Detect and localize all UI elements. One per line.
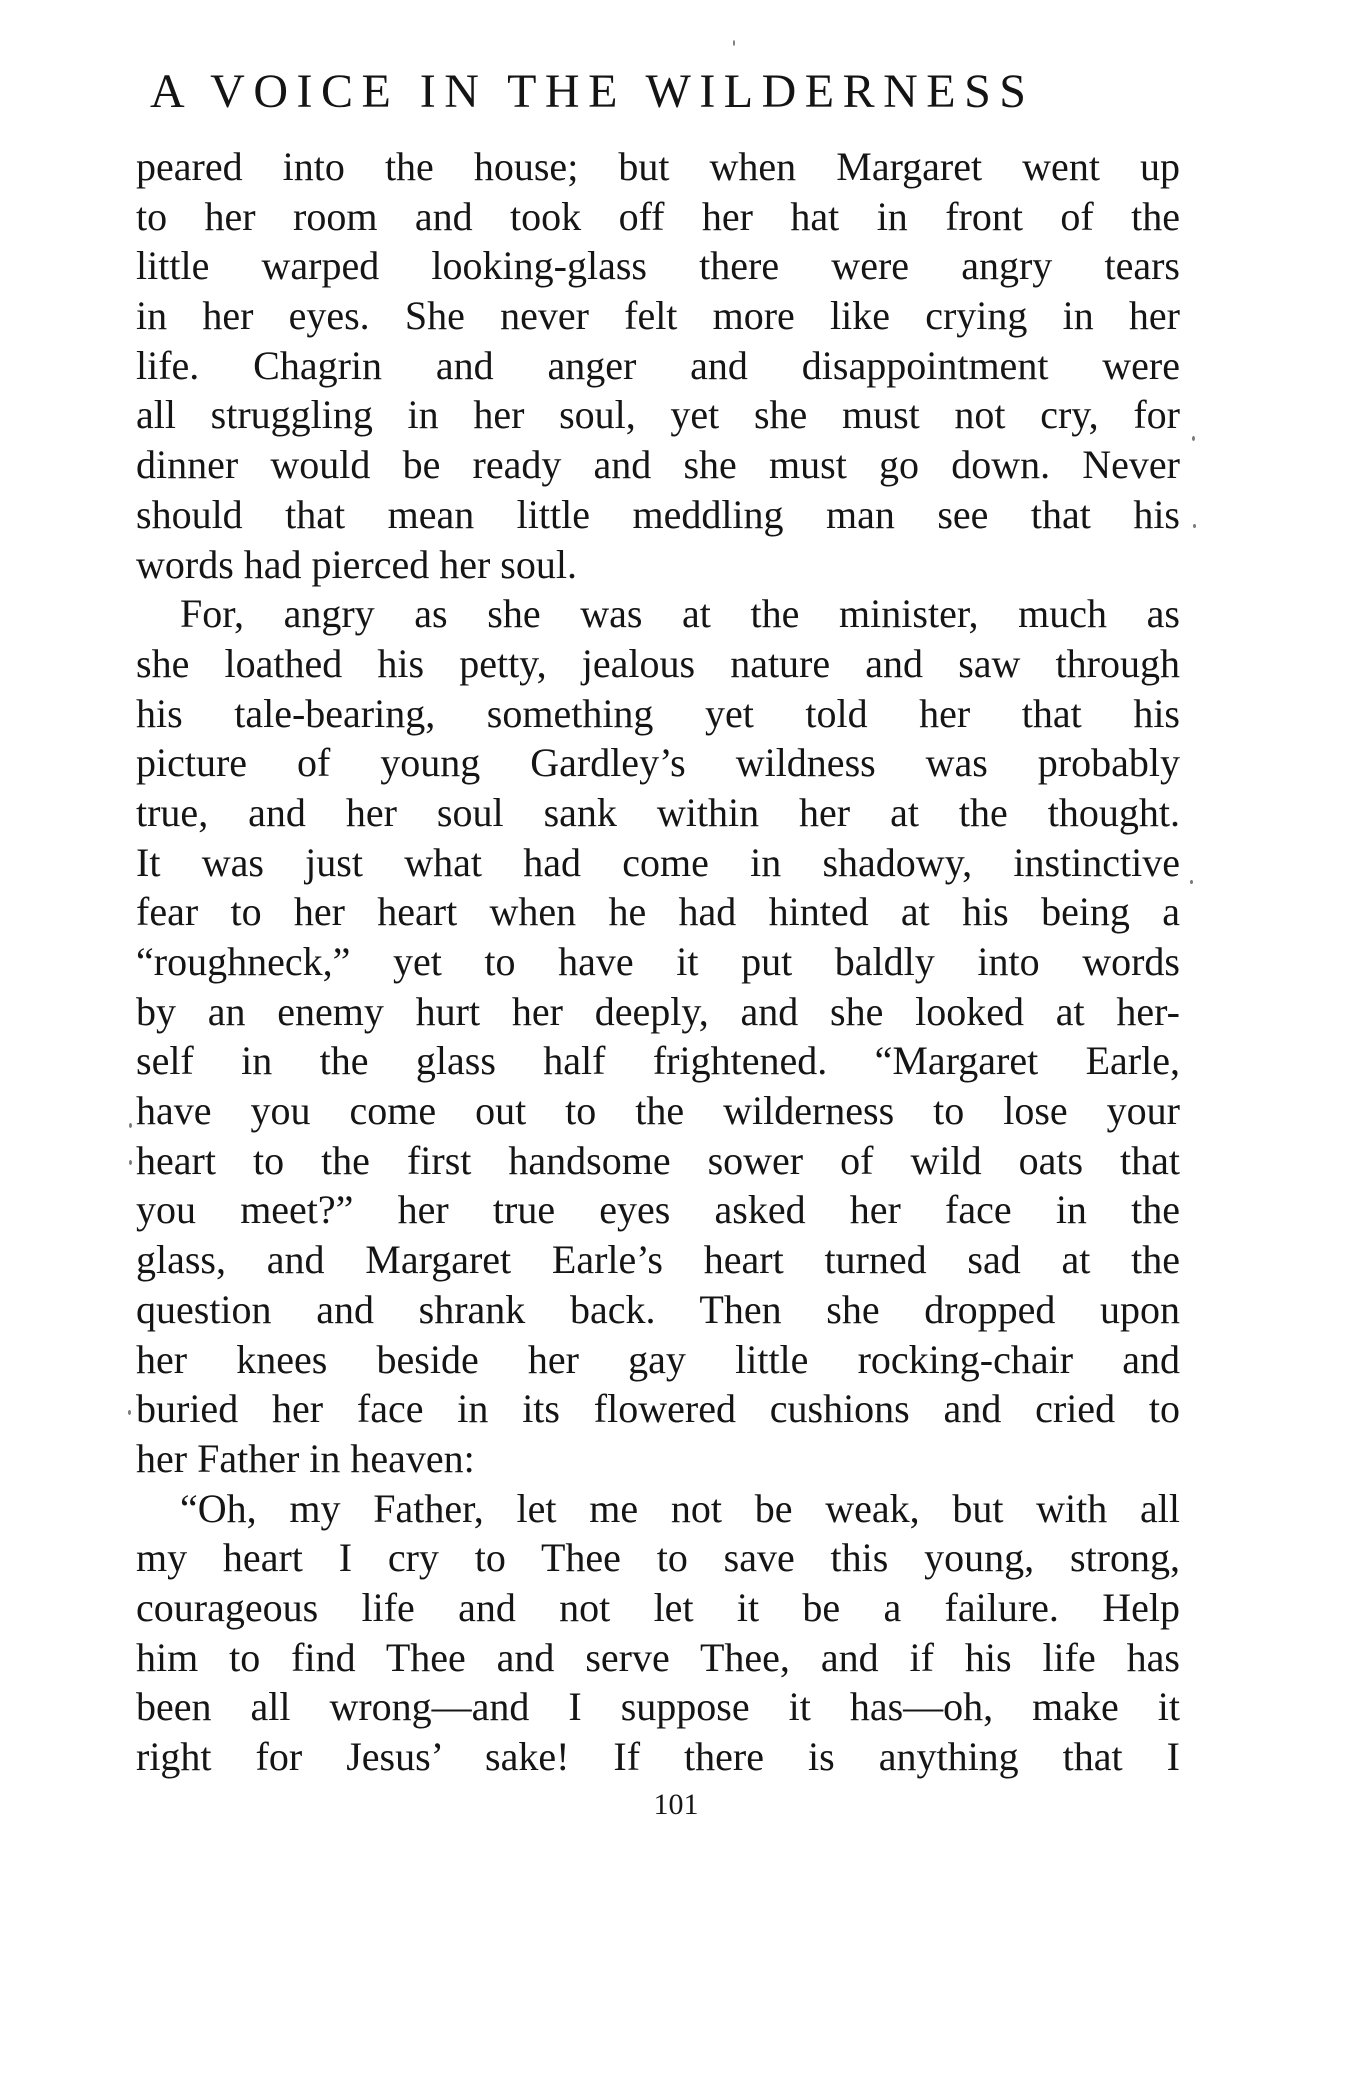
text-line: by an enemy hurt her deeply, and she looked at her- xyxy=(136,988,1180,1034)
page-number: 101 xyxy=(653,1788,699,1821)
text-line: in her eyes. She never felt more like crying in her xyxy=(136,293,1180,339)
print-speck xyxy=(128,1410,131,1415)
text-line: his tale-bearing, something yet told her that his xyxy=(136,690,1180,736)
text-line: It was just what had come in shadowy, instinctive xyxy=(136,839,1180,885)
text-line: heart to the first handsome sower of wild oats that xyxy=(136,1137,1180,1183)
text-line: him to find Thee and serve Thee, and if his life has xyxy=(136,1634,1180,1680)
print-speck xyxy=(129,1160,132,1165)
text-line: question and shrank back. Then she dropped upon xyxy=(136,1286,1180,1332)
text-line: her knees beside her gay little rocking-chair and xyxy=(136,1336,1180,1382)
text-line: “Oh, my Father, let me not be weak, but with all xyxy=(180,1485,1180,1531)
text-line: For, angry as she was at the minister, much as xyxy=(180,591,1180,637)
text-line: true, and her soul sank within her at the thought. xyxy=(136,789,1180,835)
print-speck xyxy=(1192,436,1195,441)
text-line: her Father in heaven: xyxy=(136,1435,475,1481)
text-line: you meet?” her true eyes asked her face in the xyxy=(136,1187,1180,1233)
text-line: my heart I cry to Thee to save this young, strong, xyxy=(136,1535,1180,1581)
text-line: should that mean little meddling man see that his xyxy=(136,491,1180,537)
text-line: little warped looking-glass there were angry tears xyxy=(136,243,1180,289)
text-line: courageous life and not let it be a failure. Help xyxy=(136,1584,1180,1630)
text-line: all struggling in her soul, yet she must not cry, for xyxy=(136,392,1180,438)
running-head: A VOICE IN THE WILDERNESS xyxy=(150,65,1035,118)
text-line: glass, and Margaret Earle’s heart turned sad at the xyxy=(136,1237,1180,1283)
print-speck xyxy=(733,40,735,46)
text-line: dinner would be ready and she must go down. Never xyxy=(136,442,1180,488)
text-line: been all wrong—and I suppose it has—oh, make it xyxy=(136,1684,1180,1730)
text-line: peared into the house; but when Margaret went up xyxy=(136,144,1180,189)
text-line: she loathed his petty, jealous nature and saw through xyxy=(136,640,1180,686)
text-line: buried her face in its flowered cushions and cried to xyxy=(136,1386,1180,1432)
body-text xyxy=(136,142,1180,1782)
text-line: have you come out to the wilderness to lose your xyxy=(136,1088,1180,1134)
text-line: words had pierced her soul. xyxy=(136,541,577,587)
text-line: life. Chagrin and anger and disappointment were xyxy=(136,342,1180,388)
print-speck xyxy=(1193,524,1196,528)
text-line: self in the glass half frightened. “Margaret Earle, xyxy=(136,1038,1180,1084)
text-line: to her room and took off her hat in front of the xyxy=(136,193,1180,239)
text-line: fear to her heart when he had hinted at his being a xyxy=(136,889,1180,935)
print-speck xyxy=(129,1123,132,1128)
text-line: right for Jesus’ sake! If there is anything that I xyxy=(136,1734,1180,1779)
text-line: “roughneck,” yet to have it put baldly into words xyxy=(136,939,1180,984)
text-line: picture of young Gardley’s wildness was probably xyxy=(136,740,1180,786)
print-speck xyxy=(1190,880,1193,884)
